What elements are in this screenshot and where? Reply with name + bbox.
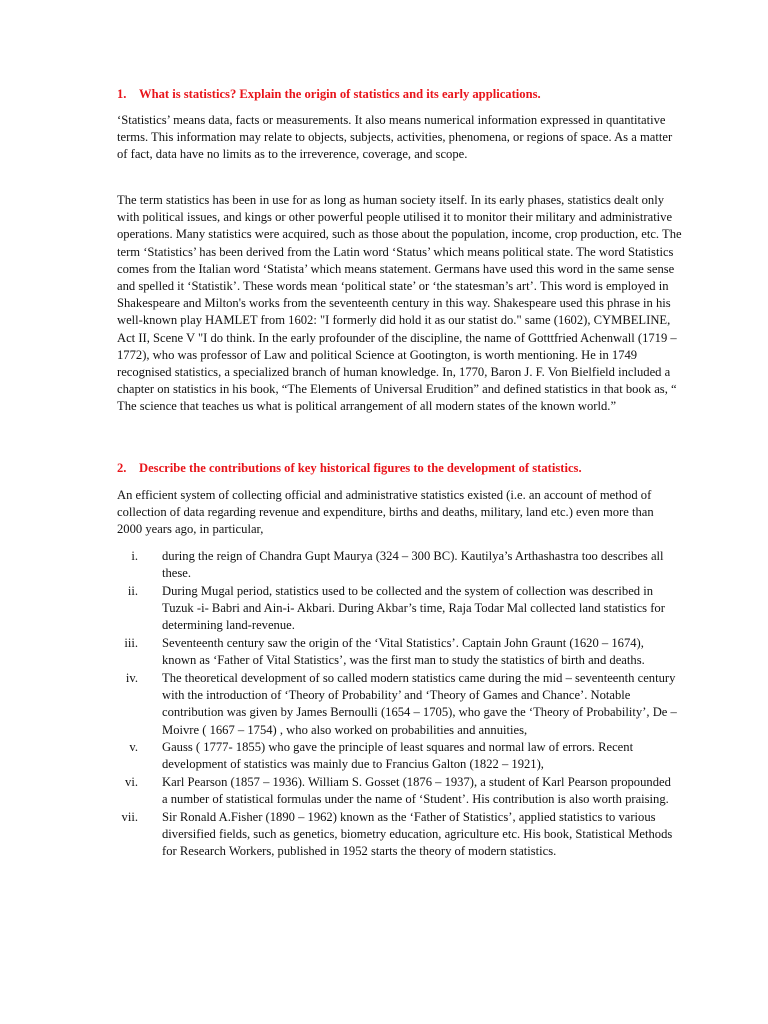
list-item-text: Sir Ronald A.Fisher (1890 – 1962) known as the ‘Father of Statistics’, applied statistics to various diversified fields, such as genetics, biometry education, agriculture etc. His book, Statistical Methods for Research Workers, published in 1952 starts the theory of modern statistics. — [162, 810, 673, 859]
question-2-text: Describe the contributions of key historical figures to the development of statistics. — [139, 461, 582, 475]
list-item — [117, 583, 677, 635]
list-item-text: Gauss ( 1777- 1855) who gave the principle of least squares and normal law of errors. Recent development of statistics was mainly due to Francius Galton (1822 – 1921), — [162, 740, 634, 772]
list-item-number: ii. — [127, 583, 138, 598]
question-2-heading — [117, 460, 737, 477]
list-item — [117, 670, 677, 739]
list-item-text: Seventeenth century saw the origin of the ‘Vital Statistics’. Captain John Graunt (1620 – 1674), known as ‘Father of Vital Statistics’, was the first man to study the statistics of birth and deaths. — [162, 636, 645, 668]
list-item-number: vi. — [125, 775, 138, 790]
list-item-number: iv. — [125, 670, 138, 685]
list-item-number: iii. — [124, 636, 138, 651]
list-item-number: vii. — [121, 810, 138, 825]
list-item-number: i. — [131, 549, 138, 563]
question-2-number: 2. — [117, 461, 127, 475]
list-item — [117, 548, 677, 582]
question-1-heading — [117, 86, 737, 103]
list-item-text: During Mugal period, statistics used to be collected and the system of collection was described in Tuzuk -i- Babri and Ain-i- Akbari. During Akbar’s time, Raja Todar Mal collected land statistics for determining land-revenue. — [162, 583, 665, 633]
paragraph-definition: ‘Statistics’ means data, facts or measurements. It also means numerical information expressed in quantitative terms. This information may relate to objects, subjects, activities, phenomena, or regions of space. As a matter of fact, data have no limits as to the irreverence, coverage, and scope. — [117, 113, 673, 162]
list-item-number: v. — [129, 740, 138, 755]
question-1-number: 1. — [117, 87, 127, 101]
paragraph-intro: An efficient system of collecting official and administrative statistics existed (i.e. an account of method of collection of data regarding revenue and expenditure, births and deaths, military, land etc.) even more than 2000 years ago, in particular, — [117, 488, 654, 537]
list-item-text: The theoretical development of so called modern statistics came during the mid – seventeenth century with the introduction of ‘Theory of Probability’ and ‘Theory of Games and Chance’. Notable contribution was given by James Bernoulli (1654 – 1705), who gave the ‘Theory of Probability’, De – Moivre ( 1667 – 1754) , who also worked on probabilities and annuities, — [162, 670, 677, 737]
question-1-text: What is statistics? Explain the origin of statistics and its early applications. — [139, 87, 541, 101]
list-item — [117, 739, 677, 773]
list-item — [117, 774, 677, 808]
contributions-list — [117, 548, 677, 861]
list-item-text: Karl Pearson (1857 – 1936). William S. Gosset (1876 – 1937), a student of Karl Pearson propounded a number of statistical formulas under the name of ‘Student’. His contribution is also worth praising. — [162, 775, 671, 807]
list-item — [117, 809, 677, 861]
paragraph-origin: The term statistics has been in use for as long as human society itself. In its early phases, statistics dealt only with political issues, and kings or other powerful people utilised it to monitor their military and administrative operations. Many statistics were acquired, such as those about the population, income, crop production, etc. The term ‘Statistics’ has been derived from the Latin word ‘Status’ which means political state. The word Statistics comes from the Italian word ‘Statista’ which means statement. Germans have used this word in the same sense and spelled it ‘Statistik’. These words mean ‘political state’ or ‘the statesman’s art’. This word is employed in Shakespeare and Milton's works from the seventeenth century in this way. Shakespeare used this phrase in his well-known play HAMLET from 1602: "I formerly did hold it as our statist do." same (1602), CYMBELINE, Act II, Scene V "I do think. In the early profounder of the discipline, the name of Gotttfried Achenwall (1719 – 1772), who was professor of Law and political Science at Gootington, is worth mentioning. He in 1749 recognised statistics, a specialized branch of human knowledge. In, 1770, Baron J. F. Von Bielfield included a chapter on statistics in his book, “The Elements of Universal Erudition” and defined statistics in that book as, “ The science that teaches us what is political arrangement of all modern states of the known world.” — [117, 193, 682, 414]
list-item — [117, 635, 677, 669]
list-item-text: during the reign of Chandra Gupt Maurya (324 – 300 BC). Kautilya’s Arthashastra too describes all these. — [162, 549, 664, 581]
